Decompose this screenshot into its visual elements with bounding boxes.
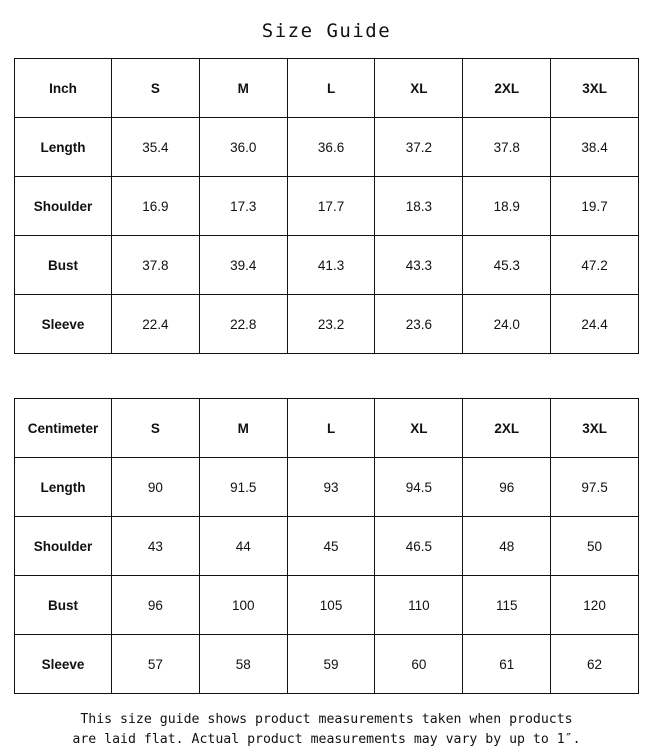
column-header-2xl: 2XL: [463, 59, 551, 118]
inch-unit-label: Inch: [15, 59, 112, 118]
column-header-3xl: 3XL: [551, 399, 639, 458]
cell-value: 24.0: [463, 295, 551, 354]
page-title: Size Guide: [261, 20, 392, 42]
cell-value: 96: [463, 458, 551, 517]
column-header-2xl: 2XL: [463, 399, 551, 458]
cell-value: 61: [463, 635, 551, 694]
row-label-sleeve: Sleeve: [15, 635, 112, 694]
row-label-bust: Bust: [15, 576, 112, 635]
footnote-line-1: This size guide shows product measurements taken when products: [80, 712, 573, 727]
cell-value: 46.5: [375, 517, 463, 576]
column-header-l: L: [287, 399, 375, 458]
cell-value: 38.4: [551, 118, 639, 177]
cell-value: 36.0: [199, 118, 287, 177]
cell-value: 37.8: [463, 118, 551, 177]
cell-value: 23.6: [375, 295, 463, 354]
cell-value: 93: [287, 458, 375, 517]
cell-value: 37.2: [375, 118, 463, 177]
cell-value: 19.7: [551, 177, 639, 236]
centimeter-size-table: [14, 398, 639, 694]
cell-value: 24.4: [551, 295, 639, 354]
centimeter-unit-label: Centimeter: [15, 399, 112, 458]
cell-value: 91.5: [199, 458, 287, 517]
row-label-sleeve: Sleeve: [15, 295, 112, 354]
cell-value: 18.3: [375, 177, 463, 236]
table-header-row: [15, 59, 639, 118]
cell-value: 16.9: [112, 177, 200, 236]
table-row: [15, 236, 639, 295]
inch-size-table: [14, 58, 639, 354]
cell-value: 62: [551, 635, 639, 694]
cell-value: 45: [287, 517, 375, 576]
cell-value: 96: [112, 576, 200, 635]
cell-value: 60: [375, 635, 463, 694]
table-row: [15, 635, 639, 694]
table-divider: [14, 354, 639, 398]
column-header-l: L: [287, 59, 375, 118]
cell-value: 47.2: [551, 236, 639, 295]
cell-value: 43: [112, 517, 200, 576]
cell-value: 120: [551, 576, 639, 635]
cell-value: 37.8: [112, 236, 200, 295]
cell-value: 22.4: [112, 295, 200, 354]
column-header-m: M: [199, 399, 287, 458]
column-header-m: M: [199, 59, 287, 118]
column-header-xl: XL: [375, 59, 463, 118]
column-header-s: S: [112, 59, 200, 118]
column-header-3xl: 3XL: [551, 59, 639, 118]
cell-value: 43.3: [375, 236, 463, 295]
cell-value: 57: [112, 635, 200, 694]
column-header-xl: XL: [375, 399, 463, 458]
cell-value: 23.2: [287, 295, 375, 354]
row-label-shoulder: Shoulder: [15, 517, 112, 576]
cell-value: 58: [199, 635, 287, 694]
cell-value: 18.9: [463, 177, 551, 236]
cell-value: 17.3: [199, 177, 287, 236]
cell-value: 115: [463, 576, 551, 635]
cell-value: 105: [287, 576, 375, 635]
cell-value: 48: [463, 517, 551, 576]
cell-value: 22.8: [199, 295, 287, 354]
cell-value: 36.6: [287, 118, 375, 177]
column-header-s: S: [112, 399, 200, 458]
table-row: [15, 295, 639, 354]
cell-value: 17.7: [287, 177, 375, 236]
row-label-length: Length: [15, 118, 112, 177]
cell-value: 45.3: [463, 236, 551, 295]
row-label-length: Length: [15, 458, 112, 517]
cell-value: 94.5: [375, 458, 463, 517]
table-header-row: [15, 399, 639, 458]
row-label-bust: Bust: [15, 236, 112, 295]
footnote: [14, 694, 639, 750]
cell-value: 110: [375, 576, 463, 635]
table-row: [15, 458, 639, 517]
cell-value: 50: [551, 517, 639, 576]
cell-value: 97.5: [551, 458, 639, 517]
table-row: [15, 177, 639, 236]
cell-value: 100: [199, 576, 287, 635]
table-row: [15, 576, 639, 635]
cell-value: 44: [199, 517, 287, 576]
table-row: [15, 517, 639, 576]
cell-value: 90: [112, 458, 200, 517]
row-label-shoulder: Shoulder: [15, 177, 112, 236]
cell-value: 35.4: [112, 118, 200, 177]
cell-value: 59: [287, 635, 375, 694]
cell-value: 41.3: [287, 236, 375, 295]
footnote-line-2: are laid flat. Actual product measurements may vary by up to 1″.: [72, 732, 581, 747]
table-row: [15, 118, 639, 177]
cell-value: 39.4: [199, 236, 287, 295]
